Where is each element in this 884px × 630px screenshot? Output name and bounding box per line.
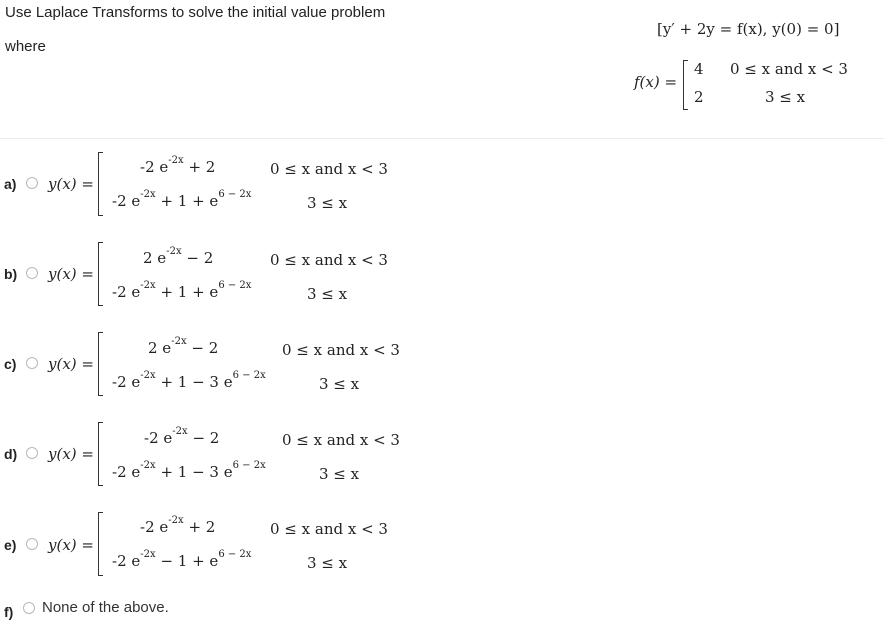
option-c-radio[interactable] (26, 357, 38, 369)
case-2-expression: -2 $e^{-2x} - 1 + e^{6 - 2x}$ (112, 549, 252, 570)
option-lhs: y(x) = (48, 445, 94, 463)
case-2-condition: 3 ≤ x (319, 465, 360, 483)
case-1-condition: 0 ≤ x and x < 3 (270, 520, 388, 538)
fx-case-2-condition: 3 ≤ x (765, 88, 806, 106)
fx-brace (683, 60, 688, 110)
option-letter: e) (4, 537, 17, 553)
option-letter: f) (4, 604, 14, 620)
section-divider (0, 138, 884, 139)
case-1-condition: 0 ≤ x and x < 3 (282, 431, 400, 449)
piecewise-brace (98, 242, 103, 306)
where-label: where (5, 38, 46, 55)
option-letter: c) (4, 356, 17, 372)
option-lhs: y(x) = (48, 175, 94, 193)
fx-case-1-value: 4 (694, 60, 704, 78)
fx-case-1-condition: 0 ≤ x and x < 3 (730, 60, 848, 78)
case-1-condition: 0 ≤ x and x < 3 (270, 251, 388, 269)
case-1-expression: -2 $e^{-2x} - 2$ (144, 426, 220, 447)
option-lhs: y(x) = (48, 355, 94, 373)
option-lhs: y(x) = (48, 536, 94, 554)
option-b-radio[interactable] (26, 267, 38, 279)
case-2-expression: -2 $e^{-2x} + 1 + e^{6 - 2x}$ (112, 189, 252, 210)
piecewise-brace (98, 152, 103, 216)
option-letter: d) (4, 446, 18, 462)
option-f-text: None of the above. (42, 599, 169, 616)
case-2-condition: 3 ≤ x (307, 554, 348, 572)
case-2-expression: -2 $e^{-2x} + 1 + e^{6 - 2x}$ (112, 280, 252, 301)
piecewise-brace (98, 512, 103, 576)
case-2-expression: -2 $e^{-2x} + 1 - 3$ $e^{6 - 2x}$ (112, 460, 266, 481)
case-1-condition: 0 ≤ x and x < 3 (282, 341, 400, 359)
option-letter: a) (4, 176, 17, 192)
case-1-expression: 2 $e^{-2x} - 2$ (143, 246, 214, 267)
case-1-expression: -2 $e^{-2x} + 2$ (140, 515, 216, 536)
case-1-condition: 0 ≤ x and x < 3 (270, 160, 388, 178)
option-letter: b) (4, 266, 18, 282)
option-f-radio[interactable] (23, 602, 35, 614)
fx-label: f(x) = (634, 73, 678, 91)
case-2-condition: 3 ≤ x (319, 375, 360, 393)
case-2-condition: 3 ≤ x (307, 194, 348, 212)
ode-statement: [y′ + 2y = f(x), y(0) = 0] (657, 20, 840, 38)
case-2-expression: -2 $e^{-2x} + 1 - 3$ $e^{6 - 2x}$ (112, 370, 266, 391)
case-2-condition: 3 ≤ x (307, 285, 348, 303)
option-e-radio[interactable] (26, 538, 38, 550)
option-a-radio[interactable] (26, 177, 38, 189)
fx-case-2-value: 2 (694, 88, 704, 106)
case-1-expression: 2 $e^{-2x} - 2$ (148, 336, 219, 357)
piecewise-brace (98, 332, 103, 396)
option-lhs: y(x) = (48, 265, 94, 283)
question-prompt: Use Laplace Transforms to solve the initial value problem (5, 4, 386, 21)
piecewise-brace (98, 422, 103, 486)
case-1-expression: -2 $e^{-2x} + 2$ (140, 155, 216, 176)
option-d-radio[interactable] (26, 447, 38, 459)
